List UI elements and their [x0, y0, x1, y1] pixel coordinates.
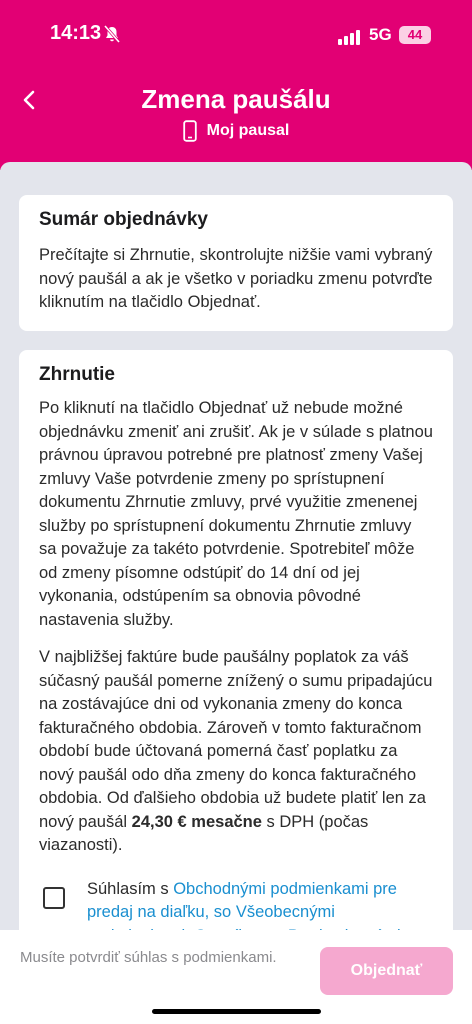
phone-icon: [183, 120, 197, 142]
signal-icon: [338, 27, 362, 45]
battery-icon: 44: [399, 26, 431, 44]
status-time: 14:13: [50, 22, 102, 44]
overview-paragraph-2: [39, 646, 433, 858]
consent-required-message: Musíte potvrdiť súhlas s podmienkami.: [20, 949, 277, 966]
consent-checkbox[interactable]: [43, 887, 65, 909]
price-text: 24,30 € mesačne: [131, 812, 262, 831]
network-type: 5G: [369, 25, 392, 44]
status-bar: [0, 0, 472, 70]
bell-muted-icon: [102, 24, 122, 44]
page-subtitle: [0, 120, 472, 142]
terms-link[interactable]: Obchodnými podmienkami pre predaj na diaľku, so Všeobecnými: [87, 879, 397, 921]
page-title: Zmena paušálu: [141, 84, 331, 114]
overview-paragraph-1: Po kliknutí na tlačidlo Objednať už nebude možné objednávku zmeniť ani zrušiť. Ak je v súlade s platnou právnou úpravou potrebné pre platnosť zmeny Vašej zmluvy Vaše potvrdenie zmeny po sprístupnení dokumentu Zhrnutie zmluvy, prvé využitie zmenenej služby po sprístupnení dokumentu Zhrnutie zmluvy sa považuje za takéto potvrdenie. Spotrebiteľ môže od zmeny písomne odstúpiť do 14 dní od jej vykonania, odstúpením sa obnovia pôvodné nastavenia služby.: [39, 399, 433, 629]
order-button[interactable]: Objednať: [320, 947, 453, 995]
paragraph-2-text: V najbližšej faktúre bude paušálny poplatok za váš súčasný paušál pomerne znížený o sumu pripadajúcu na zostávajúce dni od vykonania zmeny do konca fakturačného obdobia. Zároveň v tomto fakturačnom období bude účtovaná pomerná časť poplatku za nový paušál odo dňa zmeny do konca fakturačného obdobia. Od ďalšieho obdobia už budete platiť len za nový paušál: [39, 648, 433, 831]
summary-text: Prečítajte si Zhrnutie, skontrolujte nižšie vami vybraný nový paušál a ak je všetko v poriadku zmenu potvrďte kliknutím na tlačidlo Objednať.: [39, 246, 433, 311]
app-header: [0, 0, 472, 170]
home-indicator[interactable]: [152, 1009, 321, 1014]
overview-heading: Zhrnutie: [39, 364, 115, 385]
subtitle-label: Moj pausal: [206, 122, 290, 140]
overview-card: [19, 350, 453, 990]
summary-card: [19, 195, 453, 331]
summary-heading: Sumár objednávky: [39, 209, 208, 230]
paragraph-2-tail: s DPH (počas viazanosti).: [39, 812, 369, 854]
consent-prefix: Súhlasím s: [87, 879, 174, 898]
content-area[interactable]: [0, 162, 472, 930]
